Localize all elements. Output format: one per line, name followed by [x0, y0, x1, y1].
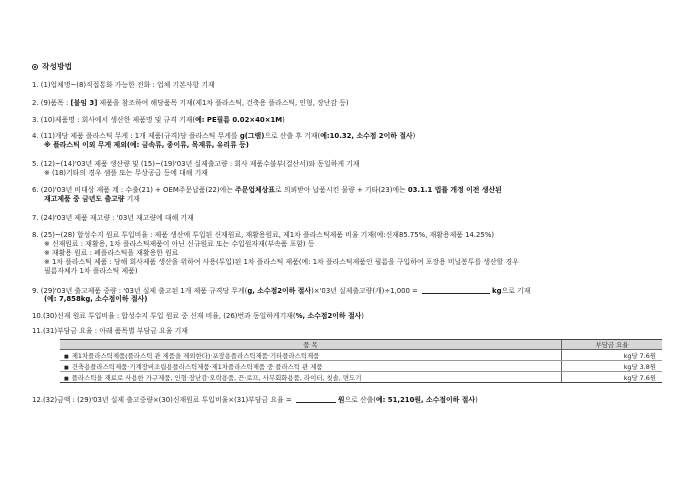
- instruction-line: [44, 195, 140, 204]
- square-bullet-icon: ■: [64, 353, 69, 360]
- line-text: ): [412, 132, 416, 140]
- item-text: 건축용플라스틱제품·기계장비조립용플라스틱제품·제1차플라스틱제품 중 플라스틱 관 제품: [71, 362, 323, 371]
- emphasis-text: ※ 플라스틱 이외 무게 제외(예: 금속류, 종이류, 목재류, 유리류 등): [44, 141, 249, 149]
- emphasis-text: g, 소수점2이하 절사: [247, 287, 312, 295]
- line-text: ): [282, 116, 285, 124]
- emphasis-text: %, 소수점2이하 절사: [295, 312, 362, 320]
- fill-in-blank: [296, 395, 336, 403]
- heading-text: 작성방법: [42, 62, 73, 71]
- instruction-line: ※ 1차 플라스틱 제품 : 당해 회사제품 생산을 위하여 사용(투입)된 1차 플라스틱 제품(예: 1차 플라스틱제품인 필름을 구입하여 포장용 비닐봉투를 생산할 경우: [44, 258, 519, 266]
- emphasis-text: 원: [337, 396, 345, 404]
- instruction-line: [44, 295, 147, 304]
- instruction-line: [32, 116, 285, 125]
- circle-bullet-icon: [32, 64, 38, 70]
- instruction-line: [44, 141, 249, 150]
- item-text: 플라스틱을 재료로 사용한 가구제품, 인형·장난감·오락용품, 끈·로프, 사무회화용품, 라이터, 칫솔, 면도기: [71, 373, 362, 382]
- item-cell: [60, 350, 562, 361]
- emphasis-text: 예: PE필름 0.02×40×1M: [195, 116, 283, 124]
- instruction-line: ※ 신재원료 : 재활용, 1차 플라스틱제품이 아닌 신규원료 또는 수입원자재(부속품 포함) 등: [44, 240, 315, 248]
- instruction-line: [32, 132, 415, 141]
- rate-cell: kg당 3.8원: [562, 361, 663, 372]
- instruction-line: 11.(31)부담금 요율 : 아래 품목별 부담금 요율 기재: [32, 327, 188, 335]
- item-text: 제1차플라스틱제품(플라스틱 관 제품을 제외한다)·포장용플라스틱제품·기타플라스틱제품: [71, 351, 320, 360]
- line-text: 6. (20)'03년 비대상 제품 계 : 수출(21) + OEM주문납품(22)에는: [32, 186, 236, 194]
- emphasis-text: 재고제품 중 금년도 출고량: [44, 195, 125, 203]
- line-text: 10.(30)신재 원료 투입비율 : 합성수지 투입 원료 중 신재 비율, (26)번과 동일하게기재(: [32, 312, 296, 320]
- line-text: 제품을 참조하여 해당품목 기재(제1차 플라스틱, 건축용 플라스틱, 인형, 장난감 등): [97, 99, 349, 107]
- instruction-line: 8. (25)~(28) 합성수지 원료 투입비율 : 제품 생산에 투입된 신재원료, 재활용원료, 제1차 플라스틱제품 비율 기재(예:신재85.75%, 재활용제품 14.25%): [32, 231, 495, 239]
- line-text: 2. (9)품목 :: [32, 99, 71, 107]
- table-row: [60, 372, 662, 383]
- instruction-line: 1. (1)업체명~(8)직접통화 가능한 전화 : 업체 기본사항 기재: [32, 81, 215, 89]
- table-header-row: [60, 340, 662, 350]
- line-text: ): [475, 396, 478, 404]
- emphasis-text: [붙임 3]: [70, 99, 98, 107]
- table-row: [60, 361, 662, 372]
- instruction-line: [32, 99, 349, 108]
- charge-rate-table: [60, 339, 662, 383]
- emphasis-text: kg: [492, 287, 502, 295]
- square-bullet-icon: ■: [64, 375, 69, 382]
- instruction-line: [32, 312, 364, 321]
- emphasis-text: 03.1.1 법률 개정 이전 생산된: [407, 186, 502, 194]
- square-bullet-icon: ■: [64, 364, 69, 371]
- emphasis-text: 주문업체상표: [235, 186, 275, 194]
- fill-in-blank: [422, 286, 490, 294]
- instruction-line: ※ 재활용 원료 : 폐플라스틱을 재활용한 원료: [44, 249, 179, 257]
- line-text: 으로 산출 후 기재(: [264, 132, 321, 140]
- instruction-line: 필름자체가 1차 플라스틱 제품): [44, 267, 138, 275]
- rate-cell: kg당 7.6원: [562, 372, 663, 383]
- instruction-line: [32, 186, 502, 195]
- line-text: 4. (11)개당 제품 플라스틱 무게 : 1개 제품(규격)당 플라스틱 무게를: [32, 132, 240, 140]
- table-row: [60, 350, 662, 361]
- instruction-line: ※ (18)기타의 경우 샘플 또는 무상공급 등에 대해 기재: [44, 169, 208, 177]
- item-cell: [60, 361, 562, 372]
- line-text: 3. (10)제품명 : 회사에서 생산한 제품명 및 규격 기재(: [32, 116, 196, 124]
- line-text: 기재: [124, 195, 140, 203]
- column-header-item: 품 목: [60, 340, 562, 350]
- instruction-line: 7. (24)'03년 제품 재고량 : '03년 재고량에 대해 기재: [32, 214, 194, 222]
- line-text: )×'03년 실제출고량(개)÷1,000 =: [311, 287, 421, 295]
- instruction-line: [32, 395, 478, 405]
- item-cell: [60, 372, 562, 383]
- column-header-rate: 부담금 요율: [562, 340, 663, 350]
- section-heading: [32, 61, 72, 72]
- line-text: 로 의뢰받아 납품시킨 물량 + 기타(23)에는: [274, 186, 408, 194]
- emphasis-text: g(그램): [239, 132, 265, 140]
- emphasis-text: (예: 7,858kg, 소수점이하 절사): [44, 295, 148, 303]
- line-text: ): [361, 312, 364, 320]
- line-text: 으로 산출(: [344, 396, 376, 404]
- emphasis-text: 예: 51,210원, 소수점이하 절사: [375, 396, 476, 404]
- line-text: 으로 기재: [501, 287, 531, 295]
- line-text: 9. (29)'03년 출고제품 중량 : '03년 실제 출고된 1개 제품 규격당 무게(: [32, 287, 248, 295]
- instruction-line: 5. (12)~(14)'03년 제품 생산량 및 (15)~(19)'03년 실제출고량 : 회사 제품수불부(결산서)와 동일하게 기재: [32, 160, 360, 168]
- line-text: 12.(32)금액 : (29)'03년 실제 출고중량×(30)신재원료 투입비율×(31)부담금 요율 =: [32, 396, 294, 404]
- rate-cell: kg당 7.6원: [562, 350, 663, 361]
- emphasis-text: 예:10.32, 소수점 2이하 절사: [320, 132, 413, 140]
